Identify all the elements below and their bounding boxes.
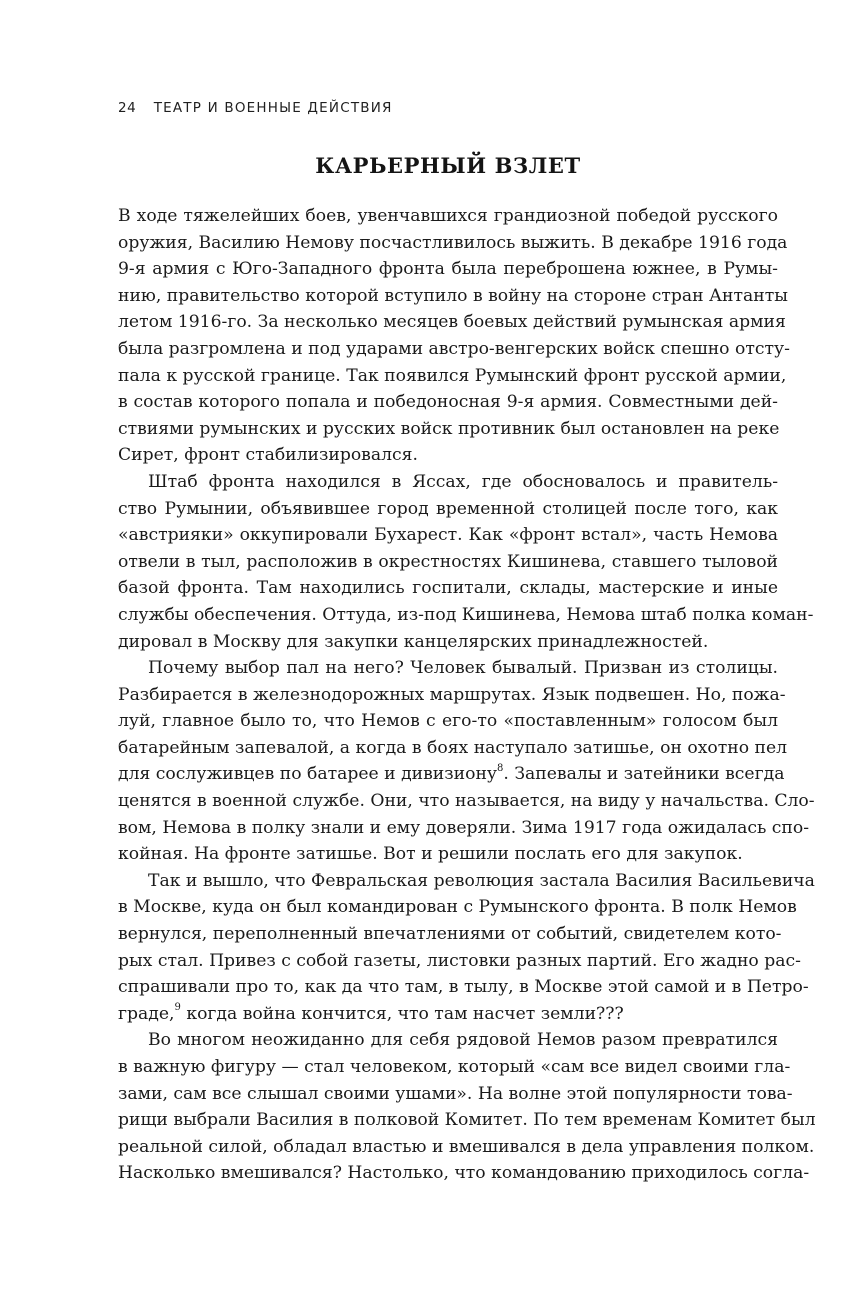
text-line: ценятся в военной службе. Они, что называется, на виду у начальства. Сло- [118, 791, 815, 812]
text-line: койная. На фронте затишье. Вот и решили послать его для закупок. [118, 844, 743, 865]
text-line: в важную фигуру — стал человеком, который «сам все видел своими гла- [118, 1057, 791, 1077]
text-line: базой фронта. Там находились госпитали, склады, мастерские и иные [118, 578, 778, 599]
text-line: Во многом неожиданно для себя рядовой Немов разом превратился [148, 1030, 778, 1051]
body-text [118, 203, 816, 1187]
text-fragment: когда война кончится, что там насчет земли??? [180, 1003, 624, 1024]
text-line: отвели в тыл, расположив в окрестностях Кишинева, ставшего тыловой [118, 551, 778, 572]
text-line: вом, Немова в полку знали и ему доверяли. Зима 1917 года ожидалась спо- [118, 817, 810, 838]
text-line: «австрияки» оккупировали Бухарест. Как «фронт встал», часть Немова [118, 525, 778, 546]
text-fragment: граде, [118, 1003, 175, 1024]
text-line [118, 761, 785, 788]
text-fragment: для сослуживцев по батарее и дивизиону [118, 764, 498, 785]
text-line: луй, главное было то, что Немов с его-то «поставленным» голосом был [118, 711, 778, 732]
text-line: 9-я армия с Юго-Западного фронта была переброшена южнее, в Румы- [118, 259, 778, 280]
text-line: Разбирается в железнодорожных маршрутах. Язык подвешен. Но, пожа- [118, 684, 786, 705]
text-line: пала к русской границе. Так появился Румынский фронт русской армии, [118, 365, 787, 386]
text-line: Почему выбор пал на него? Человек бывалый. Призван из столицы. [148, 658, 778, 679]
text-line: в Москве, куда он был командирован с Румынского фронта. В полк Немов [118, 897, 797, 918]
text-line: реальной силой, обладал властью и вмешивался в дела управления полком. [118, 1136, 815, 1157]
text-line: батарейным запевалой, а когда в боях наступало затишье, он охотно пел [118, 737, 788, 758]
text-fragment: . Запевалы и затейники всегда [503, 764, 785, 785]
running-title: ТЕАТР И ВОЕННЫЕ ДЕЙСТВИЯ [153, 100, 393, 116]
footnote-marker[interactable]: 9 [174, 1002, 181, 1014]
text-line: ство Румынии, объявившее город временной столицей после того, как [118, 498, 778, 519]
text-line: спрашивали про то, как да что там, в тылу, в Москве этой самой и в Петро- [118, 977, 809, 998]
text-line: была разгромлена и под ударами австро-венгерских войск спешно отсту- [118, 338, 790, 359]
text-line: зами, сам все слышал своими ушами». На волне этой популярности това- [118, 1083, 793, 1104]
text-line: Так и вышло, что Февральская революция застала Василия Васильевича [148, 870, 815, 891]
text-line: В ходе тяжелейших боев, увенчавшихся грандиозной победой русского [118, 206, 778, 226]
text-line: в состав которого попала и победоносная 9-я армия. Совместными дей- [118, 392, 778, 413]
text-line: вернулся, переполненный впечатлениями от событий, свидетелем кото- [118, 924, 782, 945]
footnote-marker[interactable]: 8 [497, 762, 504, 774]
text-line: рищи выбрали Василия в полковой Комитет. По тем временам Комитет был [118, 1110, 816, 1131]
text-line: оружия, Василию Немову посчастливилось выжить. В декабре 1916 года [118, 232, 788, 253]
chapter-title: КАРЬЕРНЫЙ ВЗЛЕТ [315, 153, 581, 178]
page-number: 24 [118, 100, 137, 116]
text-line [118, 1001, 778, 1028]
text-line: службы обеспечения. Оттуда, из-под Кишинева, Немова штаб полка коман- [118, 604, 814, 625]
text-line: рых стал. Привез с собой газеты, листовки разных партий. Его жадно рас- [118, 950, 801, 971]
text-line: ствиями румынских и русских войск противник был остановлен на реке [118, 418, 780, 439]
text-line: Штаб фронта находился в Яссах, где обосновалось и правитель- [148, 471, 778, 492]
text-line: летом 1916-го. За несколько месяцев боевых действий румынская армия [118, 312, 786, 333]
running-header [118, 100, 738, 122]
text-line: нию, правительство которой вступило в войну на стороне стран Антанты [118, 285, 788, 306]
text-line: Насколько вмешивался? Настолько, что командованию приходилось согла- [118, 1163, 810, 1184]
text-line: Сирет, фронт стабилизировался. [118, 445, 418, 466]
text-line: дировал в Москву для закупки канцелярских принадлежностей. [118, 631, 709, 652]
